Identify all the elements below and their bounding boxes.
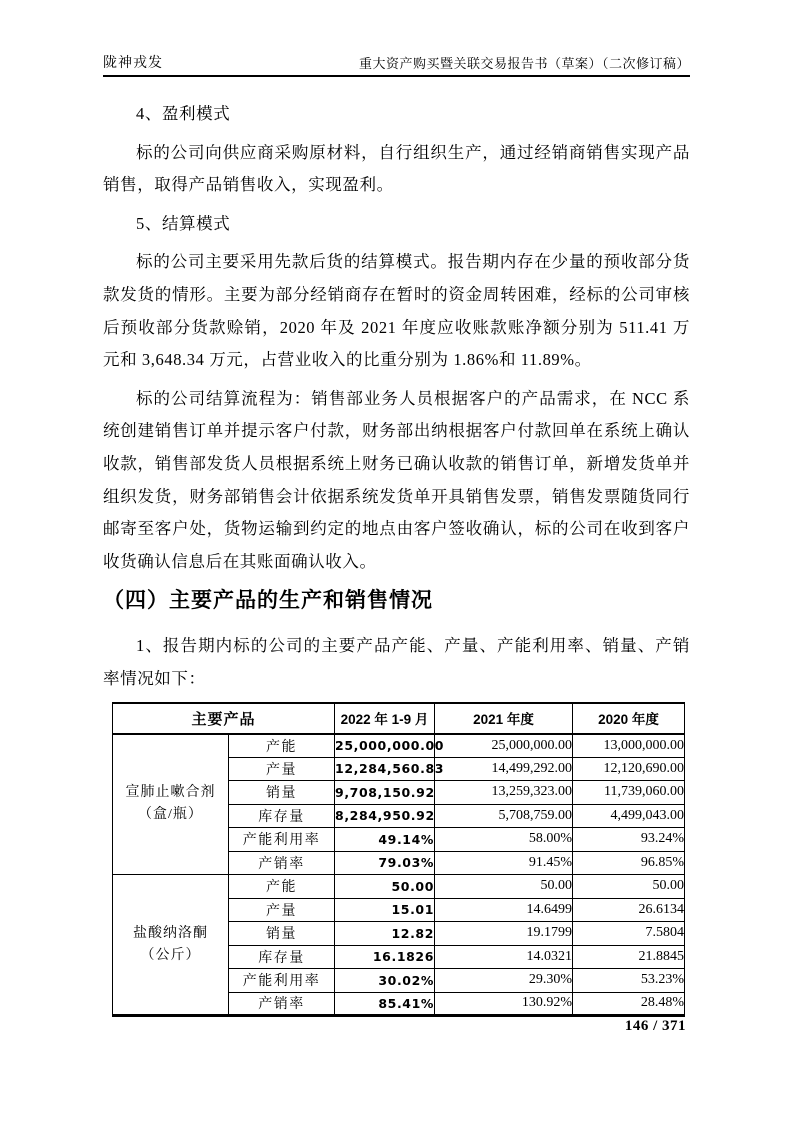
- table-row: [113, 734, 685, 758]
- table-header-row: [113, 703, 685, 734]
- metric-cell: 库存量: [229, 945, 335, 969]
- product-cell: [113, 734, 229, 875]
- metric-cell: 库存量: [229, 804, 335, 828]
- value-2021: 5,708,759.00: [435, 804, 573, 828]
- product-name: 盐酸纳洛酮: [133, 925, 208, 941]
- value-2021: 14.6499: [435, 898, 573, 922]
- header-company: 陇神戎发: [103, 56, 163, 71]
- metric-cell: 产销率: [229, 851, 335, 875]
- value-2020: 12,120,690.00: [573, 757, 685, 781]
- table-row: [113, 875, 685, 899]
- section-4-title: 4、盈利模式: [136, 104, 231, 123]
- product-unit: （盒/瓶）: [138, 807, 203, 823]
- value-2022: 12,284,560.83: [335, 757, 435, 781]
- product-name: 宣肺止嗽合剂: [125, 785, 216, 801]
- metric-cell: 产能利用率: [229, 969, 335, 993]
- value-2021: 130.92%: [435, 992, 573, 1016]
- value-2020: 13,000,000.00: [573, 734, 685, 758]
- value-2021: 50.00: [435, 875, 573, 899]
- product-cell: [113, 875, 229, 1016]
- value-2022: 25,000,000.00: [335, 734, 435, 758]
- value-2020: 50.00: [573, 875, 685, 899]
- value-2021: 58.00%: [435, 828, 573, 852]
- value-2022: 49.14%: [335, 828, 435, 852]
- section-5-paragraph-1: 标的公司主要采用先款后货的结算模式。报告期内存在少量的预收部分货款发货的情形。主要为部分经销商存在暂时的资金周转困难，经标的公司审核后预收部分货款赊销，2020 年及 2021 年度应收账款账净额分别为 511.41 万元和 3,648.34 万元，占营业收入的比重分别为 1.86%和 11.89%。: [103, 252, 690, 370]
- table-header-2020: 2020 年度: [573, 703, 685, 734]
- products-table: [112, 702, 685, 1018]
- section-4-paragraph: 标的公司向供应商采购原材料，自行组织生产，通过经销商销售实现产品销售，取得产品销售收入，实现盈利。: [103, 142, 690, 195]
- value-2020: 53.23%: [573, 969, 685, 993]
- value-2022: 79.03%: [335, 851, 435, 875]
- product-unit: （公斤）: [140, 947, 201, 963]
- value-2022: 15.01: [335, 898, 435, 922]
- metric-cell: 产量: [229, 898, 335, 922]
- table-intro: 1、报告期内标的公司的主要产品产能、产量、产能利用率、销量、产销率情况如下：: [103, 636, 690, 688]
- value-2020: 93.24%: [573, 828, 685, 852]
- value-2022: 50.00: [335, 875, 435, 899]
- value-2022: 12.82: [335, 922, 435, 946]
- table-header-2022: 2022 年 1-9 月: [335, 703, 435, 734]
- value-2020: 21.8845: [573, 945, 685, 969]
- value-2022: 30.02%: [335, 969, 435, 993]
- value-2022: 16.1826: [335, 945, 435, 969]
- value-2021: 14.0321: [435, 945, 573, 969]
- value-2022: 9,708,150.92: [335, 781, 435, 805]
- page-header: [103, 52, 690, 77]
- value-2020: 11,739,060.00: [573, 781, 685, 805]
- header-doc-title: 重大资产购买暨关联交易报告书（草案）（二次修订稿）: [358, 56, 690, 71]
- table-header-2021: 2021 年度: [435, 703, 573, 734]
- page-number: 146 / 371: [624, 1018, 686, 1034]
- page-footer: [625, 1018, 686, 1035]
- metric-cell: 销量: [229, 922, 335, 946]
- value-2021: 25,000,000.00: [435, 734, 573, 758]
- section-5-paragraph-2: 标的公司结算流程为：销售部业务人员根据客户的产品需求，在 NCC 系统创建销售订单并提示客户付款，财务部出纳根据客户付款回单在系统上确认收款，销售部发货人员根据系统上财务已确认收款的销售订单，新增发货单并组织发货，财务部销售会计依据系统发货单开具销售发票，销售发票随货同行邮寄至客户处，货物运输到约定的地点由客户签收确认，标的公司在收到客户收货确认信息后在其账面确认收入。: [103, 388, 690, 571]
- value-2020: 26.6134: [573, 898, 685, 922]
- value-2020: 28.48%: [573, 992, 685, 1016]
- metric-cell: 产量: [229, 757, 335, 781]
- value-2022: 8,284,950.92: [335, 804, 435, 828]
- table-header-product: 主要产品: [113, 703, 335, 734]
- value-2021: 29.30%: [435, 969, 573, 993]
- value-2021: 14,499,292.00: [435, 757, 573, 781]
- metric-cell: 产能: [229, 734, 335, 758]
- metric-cell: 销量: [229, 781, 335, 805]
- metric-cell: 产销率: [229, 992, 335, 1016]
- section-heading: （四）主要产品的生产和销售情况: [103, 589, 433, 613]
- value-2021: 19.1799: [435, 922, 573, 946]
- metric-cell: 产能: [229, 875, 335, 899]
- value-2020: 96.85%: [573, 851, 685, 875]
- value-2021: 91.45%: [435, 851, 573, 875]
- value-2020: 7.5804: [573, 922, 685, 946]
- page-content: [103, 98, 690, 1017]
- value-2021: 13,259,323.00: [435, 781, 573, 805]
- value-2020: 4,499,043.00: [573, 804, 685, 828]
- section-5-title: 5、结算模式: [136, 213, 231, 233]
- metric-cell: 产能利用率: [229, 828, 335, 852]
- value-2022: 85.41%: [335, 992, 435, 1016]
